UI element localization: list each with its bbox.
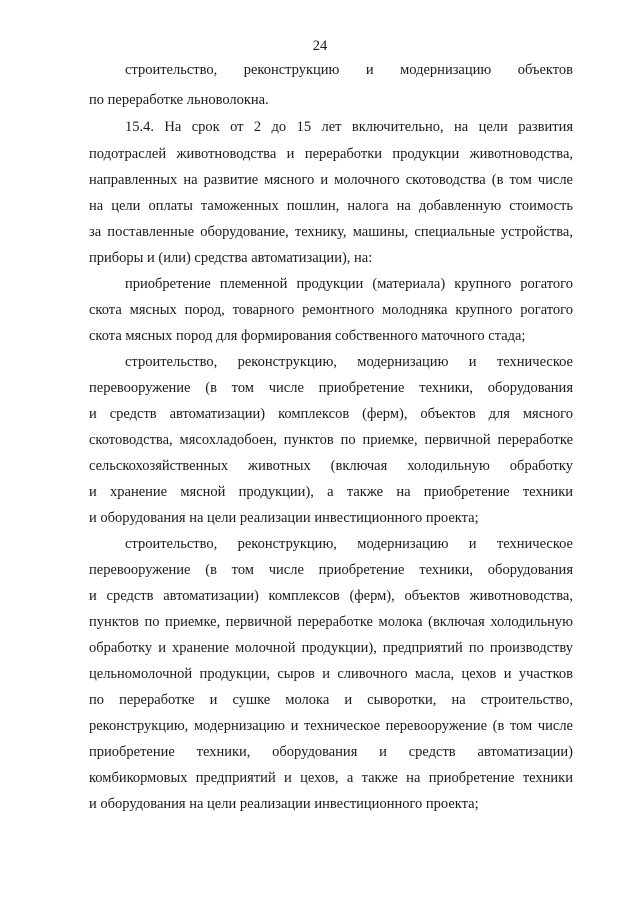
- text-line: обработку и хранение молочной продукции), предприятий по производству: [89, 640, 573, 656]
- text-line: перевооружение (в том числе приобретение техники, оборудования: [89, 562, 573, 578]
- text-line: по переработке и сушке молока и сыворотки, на строительство,: [89, 692, 573, 708]
- text-line: приобретение племенной продукции (материала) крупного рогатого: [125, 276, 573, 292]
- text-line: комбикормовых предприятий и цехов, а также на приобретение техники: [89, 770, 573, 786]
- text-line: пунктов по приемке, первичной переработке молока (включая холодильную: [89, 614, 573, 630]
- text-line: приборы и (или) средства автоматизации), на:: [89, 250, 373, 266]
- text-line: на цели оплаты таможенных пошлин, налога на добавленную стоимость: [89, 198, 573, 214]
- text-line: и оборудования на цели реализации инвестиционного проекта;: [89, 510, 479, 526]
- text-line: перевооружение (в том числе приобретение техники, оборудования: [89, 380, 573, 396]
- text-line: за поставленные оборудование, технику, машины, специальные устройства,: [89, 224, 573, 240]
- page-number: 24: [312, 38, 328, 54]
- text-line: скотоводства, мясохладобоен, пунктов по приемке, первичной переработке: [89, 432, 573, 448]
- text-line: реконструкцию, модернизацию и техническое перевооружение (в том числе: [89, 718, 573, 734]
- text-line: и хранение мясной продукции), а также на приобретение техники: [89, 484, 573, 500]
- text-line: скота мясных пород, товарного ремонтного молодняка крупного рогатого: [89, 302, 573, 318]
- text-line: подотраслей животноводства и переработки продукции животноводства,: [89, 146, 573, 162]
- text-line: строительство, реконструкцию, модернизацию и техническое: [125, 536, 573, 552]
- text-line: и оборудования на цели реализации инвестиционного проекта;: [89, 796, 479, 812]
- text-line: по переработке льноволокна.: [89, 92, 269, 108]
- text-line: направленных на развитие мясного и молочного скотоводства (в том числе: [89, 172, 573, 188]
- text-line: и средств автоматизации) комплексов (ферм), объектов для мясного: [89, 406, 573, 422]
- text-line: и средств автоматизации) комплексов (ферм), объектов животноводства,: [89, 588, 573, 604]
- text-line: строительство, реконструкцию, модернизацию и техническое: [125, 354, 573, 370]
- text-line: приобретение техники, оборудования и средств автоматизации): [89, 744, 573, 760]
- text-line: 15.4. На срок от 2 до 15 лет включительно, на цели развития: [125, 119, 573, 135]
- text-line: скота мясных пород для формирования собственного маточного стада;: [89, 328, 526, 344]
- text-line: строительство, реконструкцию и модернизацию объектов: [125, 62, 573, 78]
- text-line: цельномолочной продукции, сыров и сливочного масла, цехов и участков: [89, 666, 573, 682]
- text-line: сельскохозяйственных животных (включая холодильную обработку: [89, 458, 573, 474]
